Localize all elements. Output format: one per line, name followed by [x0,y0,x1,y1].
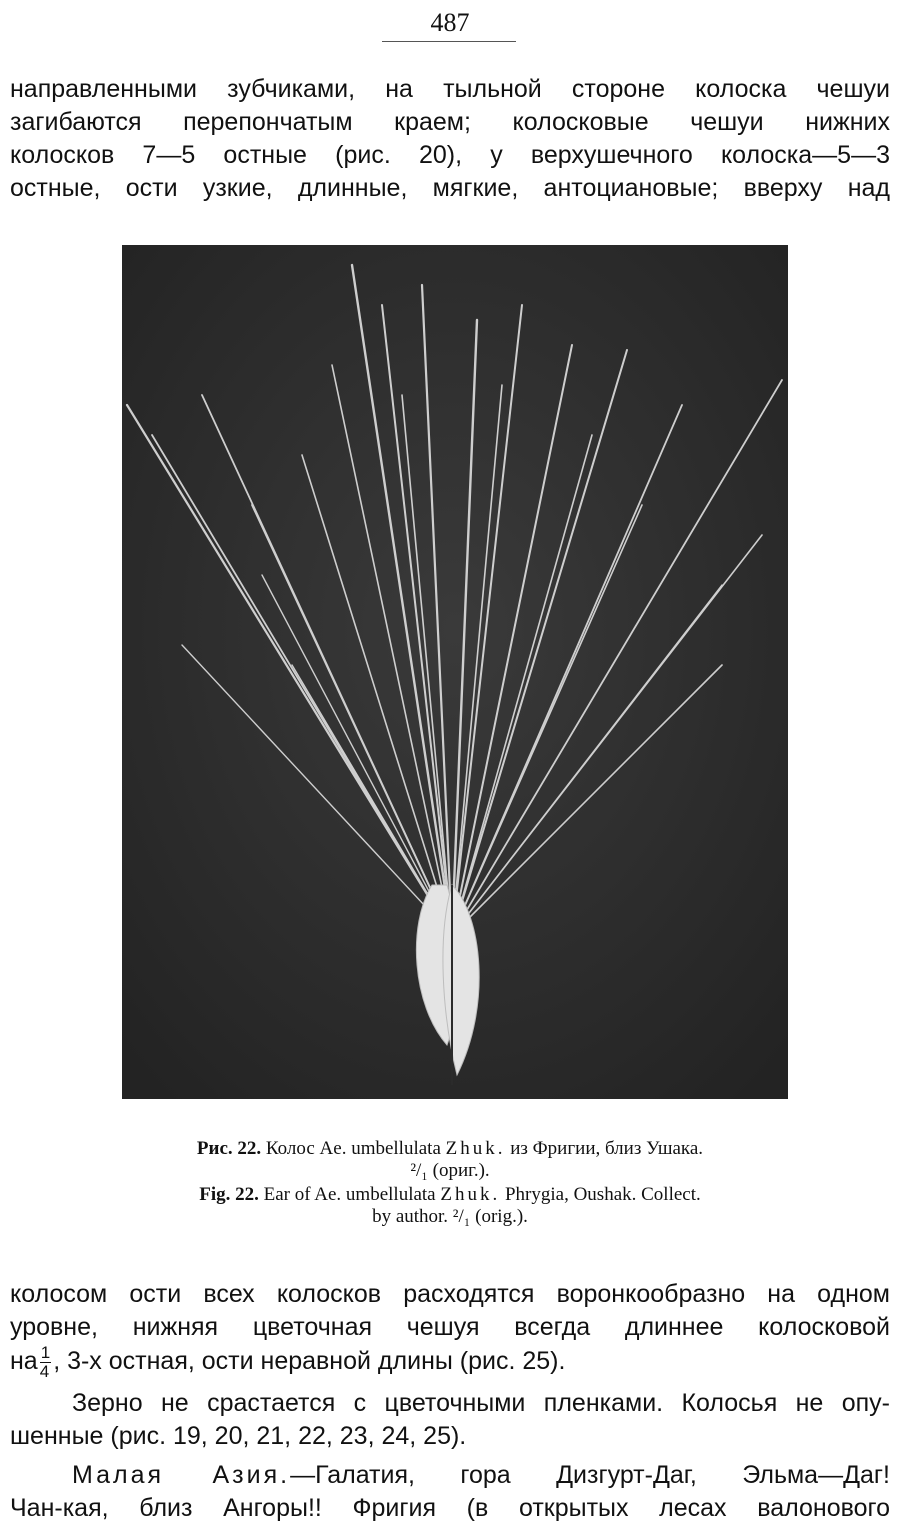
caption-en-author: Zhuk. [440,1184,501,1205]
line-rest: , 3-х остная, ости неравной длины (рис. 25). [53,1347,566,1376]
text-line: шенные (рис. 19, 20, 21, 22, 23, 24, 25). [10,1422,467,1450]
text-line-with-fraction [10,1344,890,1384]
text-line: уровне, нижняя цветочная чешуя всегда длиннее колосковой [10,1313,890,1341]
figure-photo [122,245,788,1099]
text-line: остные, ости узкие, длинные, мягкие, антоциановые; вверху над [10,174,890,202]
caption-ru-scale: ²/₁ (ориг.). [410,1160,490,1181]
text-line: загибаются перепончатым краем; колосковые чешуи нижних [10,108,890,136]
text-line: колосков 7—5 остные (рис. 20), у верхушечного колоска—5—3 [10,141,890,169]
fraction [40,1344,51,1381]
fraction-denominator: 4 [39,1362,50,1381]
page-number: 487 [430,8,470,37]
caption-ru-text: Колос Ae. umbellulata [265,1138,441,1159]
paragraph-bottom-1 [10,1278,890,1384]
wheat-ear-photo [122,245,788,1099]
region-name: Малая Азия. [72,1461,291,1489]
caption-en-label: Fig. 22. [199,1184,259,1205]
figure-caption-en [0,1184,900,1228]
text-line: Зерно не срастается с цветочными пленками. Колосья не опу- [72,1389,890,1417]
region-rest: —Галатия, гора Дизгурт-Даг, Эльма—Даг! [290,1461,890,1489]
paragraph-bottom-2 [10,1387,890,1453]
text-line [10,1459,890,1492]
header-rule [382,41,516,42]
text-line: направленными зубчиками, на тыльной стороне колоска чешуи [10,75,890,103]
paragraph-top [10,73,890,205]
caption-ru-author: Zhuk. [445,1138,506,1159]
fraction-numerator: 1 [40,1343,51,1362]
caption-en-place: Phrygia, Oushak. Collect. [504,1184,701,1205]
text-line: Чан-кая, близ Ангоры!! Фригия (в открытых лесах валонового [10,1494,890,1522]
paragraph-bottom-3 [10,1459,890,1525]
figure-caption-ru [0,1138,900,1182]
caption-ru-place: из Фригии, близ Ушака. [510,1138,704,1159]
text-line: колосом ости всех колосков расходятся воронкообразно на одном [10,1280,890,1308]
caption-ru-label: Рис. 22. [196,1138,262,1159]
line-prefix: на [10,1347,38,1376]
caption-en-line2: by author. ²/₁ (orig.). [372,1206,528,1227]
caption-en-text: Ear of Ae. umbellulata [263,1184,436,1205]
